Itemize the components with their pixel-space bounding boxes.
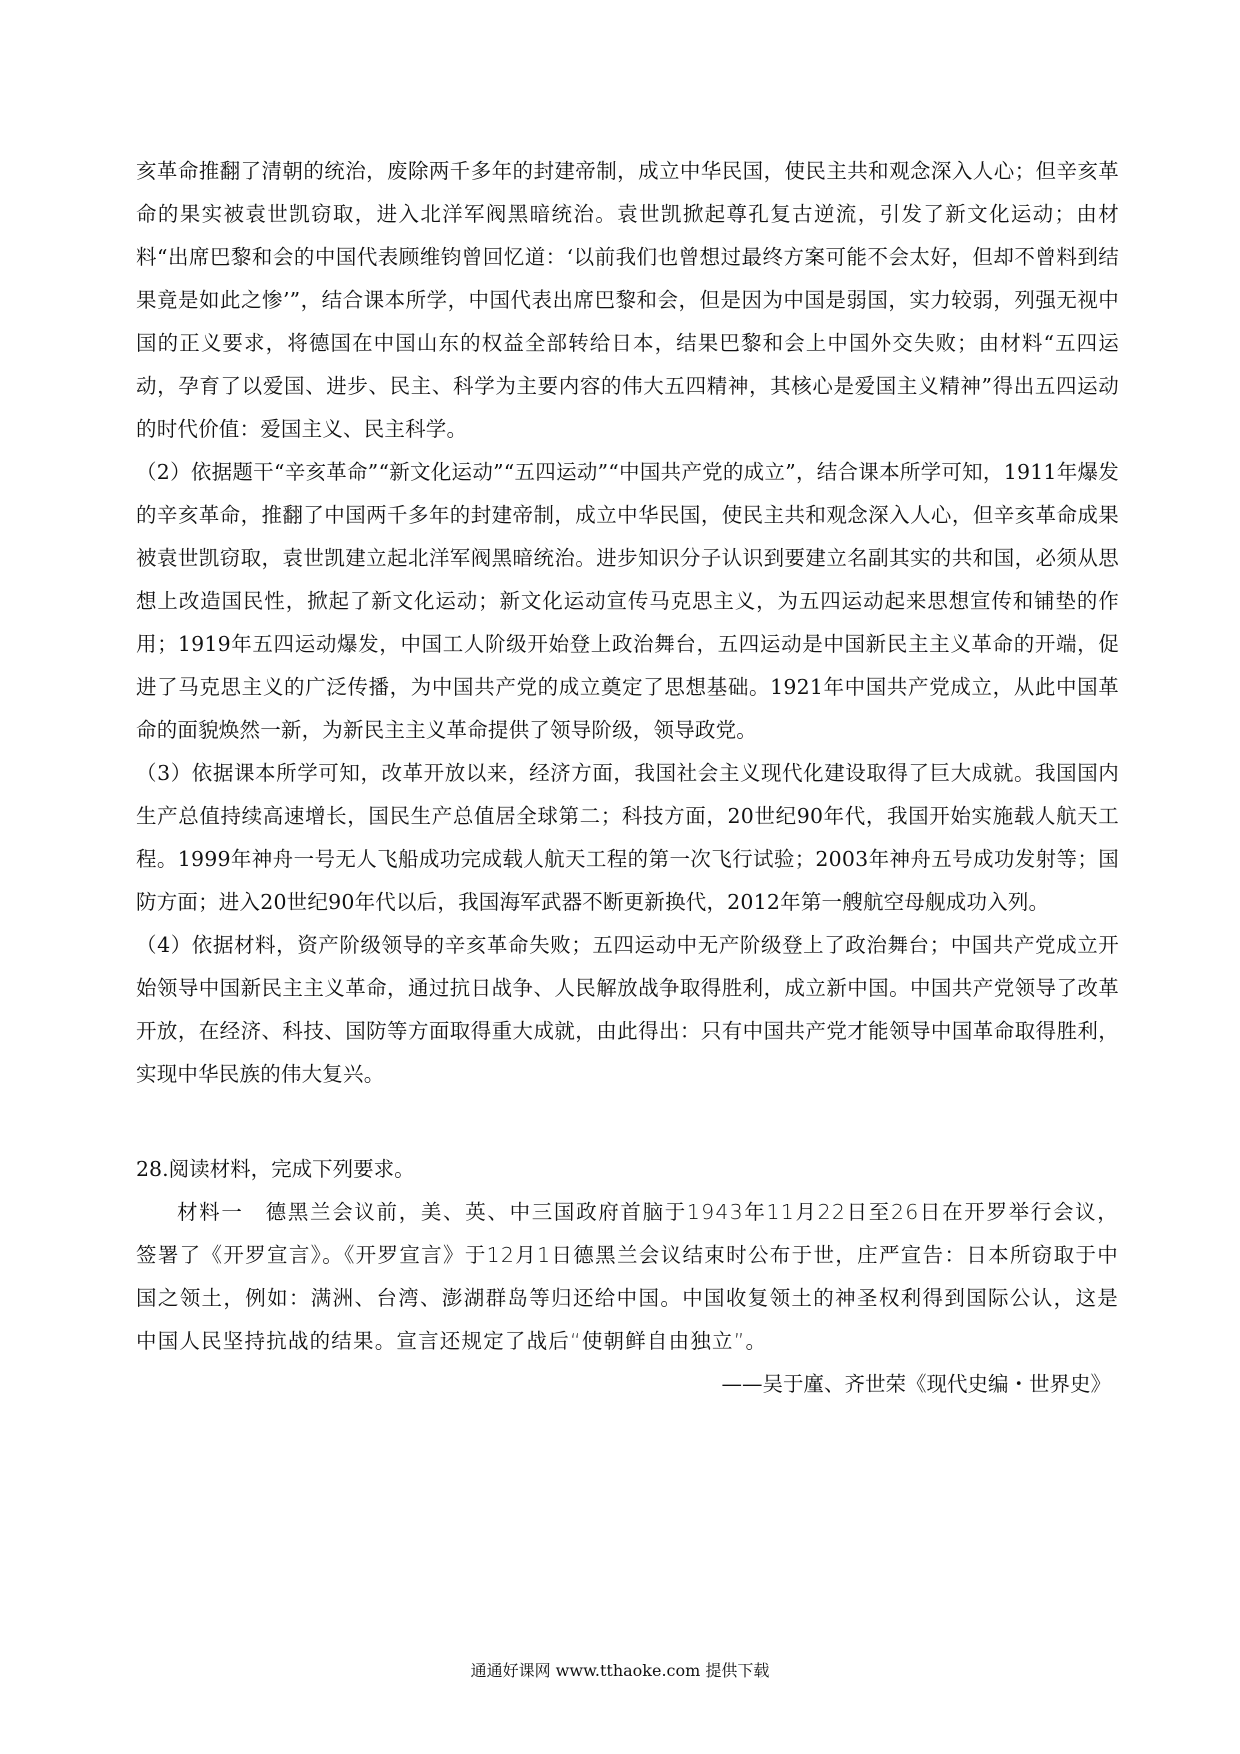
- footer-watermark: 通通好课网 www.tthaoke.com 提供下载: [470, 1661, 770, 1680]
- question-title: 28.阅读材料，完成下列要求。: [136, 1157, 415, 1181]
- material-one-text: 材料一 德黑兰会议前，美、英、中三国政府首脑于1943年11月22日至26日在开罗举行会议，签署了《开罗宣言》。《开罗宣言》于12月1日德黑兰会议结束时公布于世，庄严宣告：日本所窃取于中国之领土，例如：满洲、台湾、澎湖群岛等归还给中国。中国收复领土的神圣权利得到国际公认，这是中国人民坚持抗战的结果。宣言还规定了战后“使朝鲜自由独立”。: [136, 1200, 1119, 1353]
- answer-paragraph-4: （4）依据材料，资产阶级领导的辛亥革命失败；五四运动中无产阶级登上了政治舞台；中国共产党成立开始领导中国新民主主义革命，通过抗日战争、人民解放战争取得胜利，成立新中国。中国共产党领导了改革开放，在经济、科技、国防等方面取得重大成就，由此得出：只有中国共产党才能领导中国革命取得胜利，实现中华民族的伟大复兴。: [136, 933, 1119, 1086]
- material-source: ——吴于廑、齐世荣《现代史编・世界史》: [721, 1372, 1111, 1396]
- answer-paragraph-1: 亥革命推翻了清朝的统治，废除两千多年的封建帝制，成立中华民国，使民主共和观念深入人心；但辛亥革命的果实被袁世凯窃取，进入北洋军阀黑暗统治。袁世凯掀起尊孔复古逆流，引发了新文化运动；由材料“出席巴黎和会的中国代表顾维钧曾回忆道：‘以前我们也曾想过最终方案可能不会太好，但却不曾料到结果竟是如此之惨’”，结合课本所学，中国代表出席巴黎和会，但是因为中国是弱国，实力较弱，列强无视中国的正义要求，将德国在中国山东的权益全部转给日本，结果巴黎和会上中国外交失败；由材料“五四运动，孕育了以爱国、进步、民主、科学为主要内容的伟大五四精神，其核心是爱国主义精神”得出五四运动的时代价值：爱国主义、民主科学。: [136, 159, 1119, 441]
- answer-paragraph-2: （2）依据题干“辛亥革命”“新文化运动”“五四运动”“中国共产党的成立”，结合课本所学可知，1911年爆发的辛亥革命，推翻了中国两千多年的封建帝制，成立中华民国，使民主共和观念深入人心，但辛亥革命成果被袁世凯窃取，袁世凯建立起北洋军阀黑暗统治。进步知识分子认识到要建立名副其实的共和国，必须从思想上改造国民性，掀起了新文化运动；新文化运动宣传马克思主义，为五四运动起来思想宣传和铺垫的作用；1919年五四运动爆发，中国工人阶级开始登上政治舞台，五四运动是中国新民主主义革命的开端，促进了马克思主义的广泛传播，为中国共产党的成立奠定了思想基础。1921年中国共产党成立，从此中国革命的面貌焕然一新，为新民主主义革命提供了领导阶级，领导政党。: [136, 460, 1119, 742]
- page-content: [136, 150, 1119, 1406]
- section-gap: [136, 1096, 1119, 1148]
- answer-paragraph-3: （3）依据课本所学可知，改革开放以来，经济方面，我国社会主义现代化建设取得了巨大成就。我国国内生产总值持续高速增长，国民生产总值居全球第二；科技方面，20世纪90年代，我国开始实施载人航天工程。1999年神舟一号无人飞船成功完成载人航天工程的第一次飞行试验；2003年神舟五号成功发射等；国防方面；进入20世纪90年代以后，我国海军武器不断更新换代，2012年第一艘航空母舰成功入列。: [136, 761, 1119, 914]
